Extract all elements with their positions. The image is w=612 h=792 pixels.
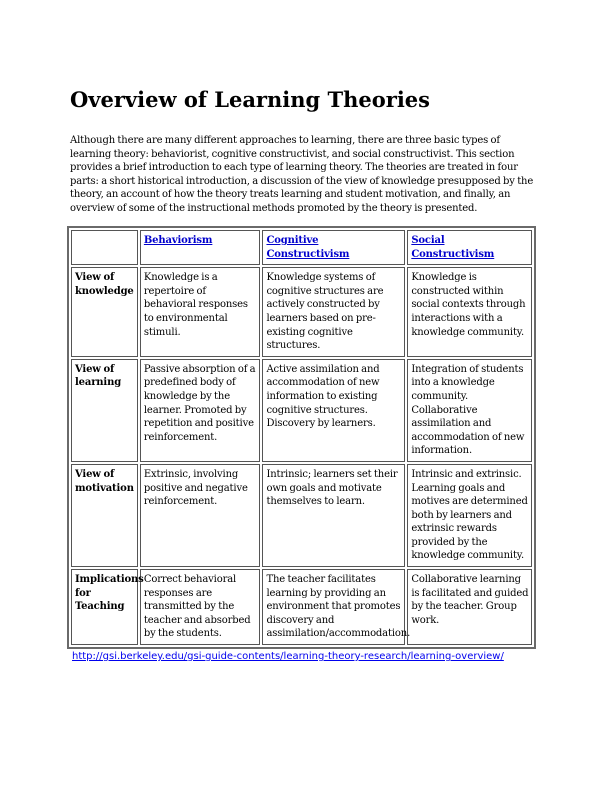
behaviorism-link[interactable]: Behaviorism <box>143 235 213 246</box>
source-url-link[interactable]: http://gsi.berkeley.edu/gsi-guide-contents/learning-theory-research/learning-overview/ <box>72 651 504 663</box>
table-corner-cell <box>71 230 138 265</box>
table-row <box>71 267 532 357</box>
social-constructivism-link[interactable]: Social Constructivism <box>411 235 495 260</box>
table-cell: Passive absorption of a predefined body of knowledge by the learner. Promoted by repetition and positive reinforcement. <box>140 359 261 462</box>
row-header-view-of-knowledge: View of knowledge <box>71 267 138 357</box>
table-cell: Knowledge is constructed within social contexts through interactions with a knowledge community. <box>407 267 532 357</box>
table-cell: Extrinsic, involving positive and negative reinforcement. <box>140 464 261 567</box>
table-cell: Collaborative learning is facilitated and guided by the teacher. Group work. <box>407 569 532 645</box>
table-header-row <box>71 230 532 265</box>
table-row <box>71 359 532 462</box>
row-header-implications-for-teaching: Implications for Teaching <box>71 569 138 645</box>
table-row <box>71 569 532 645</box>
table-cell: Active assimilation and accommodation of new information to existing cognitive structures. Discovery by learners. <box>262 359 405 462</box>
table-cell: Correct behavioral responses are transmitted by the teacher and absorbed by the students. <box>140 569 261 645</box>
table-cell: Knowledge is a repertoire of behavioral responses to environmental stimuli. <box>140 267 261 357</box>
column-header-cognitive-constructivism <box>262 230 405 265</box>
learning-theories-table <box>67 226 536 649</box>
row-header-view-of-learning: View of learning <box>71 359 138 462</box>
column-header-social-constructivism <box>407 230 532 265</box>
intro-paragraph: Although there are many different approaches to learning, there are three basic types of learning theory: behaviorist, cognitive constructivist, and social constructivist. This section provides a brief introduction to each type of learning theory. The theories are treated in four parts: a short historical introduction, a discussion of the view of knowledge presupposed by the theory, an account of how the theory treats learning and student motivation, and finally, an overview of some of the instructional methods promoted by the theory is presented. <box>70 135 534 214</box>
cognitive-constructivism-link[interactable]: Cognitive Constructivism <box>266 235 350 260</box>
table-cell: Intrinsic and extrinsic. Learning goals and motives are determined both by learners and extrinsic rewards provided by the knowledge community. <box>407 464 532 567</box>
table-cell: Intrinsic; learners set their own goals and motivate themselves to learn. <box>262 464 405 567</box>
table-cell: The teacher facilitates learning by providing an environment that promotes discovery and assimilation/accommodation. <box>262 569 405 645</box>
page-title: Overview of Learning Theories <box>70 87 430 112</box>
document-page <box>70 86 540 663</box>
table-cell: Integration of students into a knowledge community. Collaborative assimilation and accommodation of new information. <box>407 359 532 462</box>
column-header-behaviorism <box>140 230 261 265</box>
table-row <box>71 464 532 567</box>
table-cell: Knowledge systems of cognitive structures are actively constructed by learners based on pre-existing cognitive structures. <box>262 267 405 357</box>
row-header-view-of-motivation: View of motivation <box>71 464 138 567</box>
